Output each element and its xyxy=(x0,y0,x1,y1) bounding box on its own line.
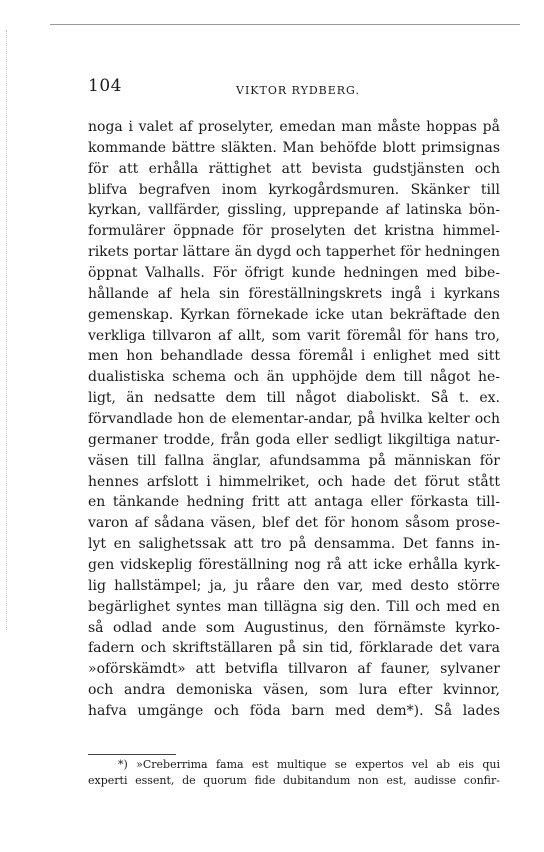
page-number: 104 xyxy=(88,76,122,96)
text-line: gemenskap. Kyrkan förnekade icke utan bekräftade den xyxy=(88,306,500,323)
text-line: lig hallstämpel; ja, ju råare den var, med desto större xyxy=(88,577,500,594)
footnote-line: *) »Creberrima fama est multique se expertos vel ab eis qui xyxy=(118,758,500,771)
text-line: noga i valet af proselyter, emedan man måste hoppas på xyxy=(88,119,500,135)
text-line: blifva begrafven inom kyrkogårdsmuren. Skänker till xyxy=(88,181,500,198)
running-head: VIKTOR RYDBERG. xyxy=(236,84,360,97)
text-line: en tänkande hedning fritt att antaga eller förkasta till- xyxy=(88,494,500,511)
text-line: begärlighet syntes man tillägna sig den. Till och med en xyxy=(88,598,500,615)
text-line: dualistiska schema och än upphöjde dem till något he- xyxy=(88,369,500,386)
text-line: men hon behandlade dessa föremål i enlighet med sitt xyxy=(88,348,500,365)
text-line: verkliga tillvaron af allt, som varit föremål för hans tro, xyxy=(88,327,500,344)
text-line: öppnat Valhalls. För öfrigt kunde hedningen med bibe- xyxy=(88,265,500,282)
page-left-edge xyxy=(6,30,7,630)
text-line: germaner trodde, från goda eller sedligt likgiltiga natur- xyxy=(88,431,500,448)
page-top-edge xyxy=(50,24,520,25)
text-line: fadern och skriftställaren på sin tid, förklarade det vara xyxy=(88,640,500,657)
text-line: kyrkan, vallfärder, gissling, upprepande af latinska bön- xyxy=(88,202,500,219)
text-line: för att erhålla rättighet att bevista gudstjänsten och xyxy=(88,160,500,177)
text-line: så odlad ande som Augustinus, den förnämste kyrko- xyxy=(88,619,500,636)
text-line: rikets portar lättare än dygd och tapperhet för hedningen xyxy=(88,244,500,261)
text-line: formulärer öppnade för proselyten det kristna himmel- xyxy=(88,223,500,240)
text-line: varon af sådana väsen, blef det för honom såsom prose- xyxy=(88,515,500,532)
text-line: och andra demoniska väsen, som lura efter kvinnor, xyxy=(88,682,500,699)
text-line: hållande af hela sin föreställningskrets ingå i kyrkans xyxy=(88,285,500,302)
text-line: hennes arfslott i himmelriket, och hade det förut stått xyxy=(88,473,500,490)
footnote-line: experti essent, de quorum fide dubitandum non est, audisse confir- xyxy=(88,774,500,787)
footnote xyxy=(88,757,500,789)
text-line: kommande bättre släkten. Man behöfde blott primsignas xyxy=(88,139,500,156)
text-line: ligt, än nedsatte dem till något diaboliskt. Så t. ex. xyxy=(88,390,500,407)
text-line: hafva umgänge och föda barn med dem*). Så lades xyxy=(88,703,500,720)
text-line: väsen till fallna änglar, afundsamma på människan för xyxy=(88,452,500,469)
body-text xyxy=(88,117,500,722)
text-line: lyt en salighetssak att tro på densamma. Det fanns in- xyxy=(88,536,500,553)
text-line: gen vidskeplig föreställning nog rå att icke erhålla kyrk- xyxy=(88,557,500,574)
text-line: »oförskämdt» att betvifla tillvaron af fauner, sylvaner xyxy=(88,661,500,678)
footnote-rule xyxy=(88,754,176,755)
text-line: förvandlade hon de elementar-andar, på hvilka kelter och xyxy=(88,411,500,428)
